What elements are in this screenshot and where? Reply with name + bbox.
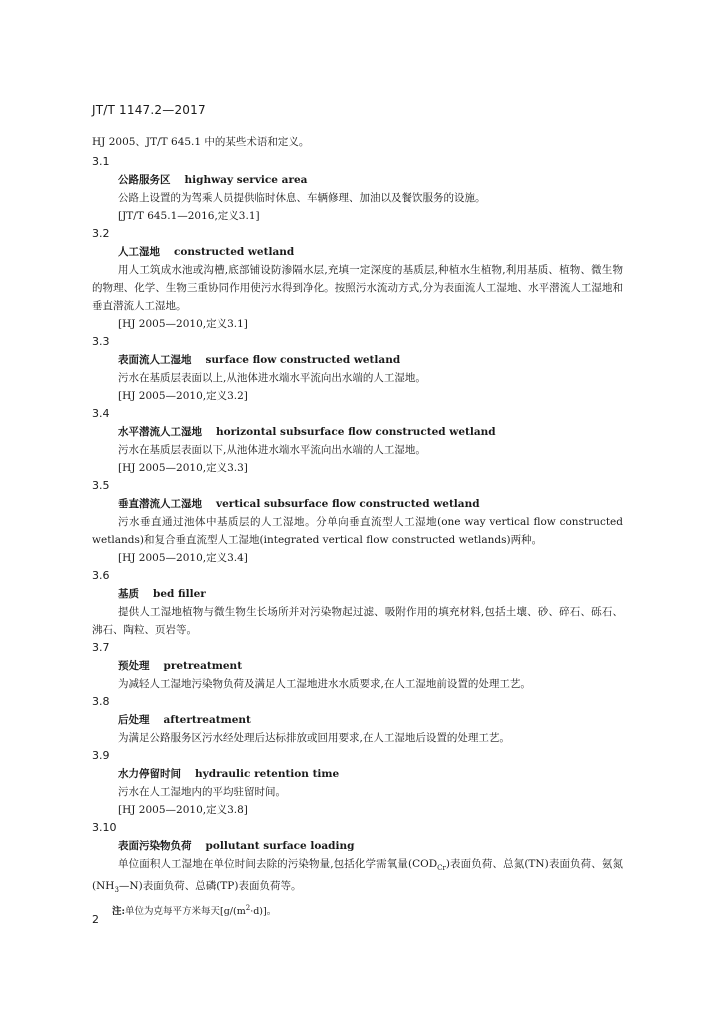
term-definition: 提供人工湿地植物与微生物生长场所并对污染物起过滤、吸附作用的填充材料,包括土壤、砂、碎石、砾石、沸石、陶粒、页岩等。 xyxy=(92,606,623,636)
term-definition: 公路上设置的为驾乘人员提供临时休息、车辆修理、加油以及餐饮服务的设施。 xyxy=(118,192,486,204)
term-number: 3.2 xyxy=(92,227,110,240)
term-en: vertical subsurface flow constructed wetland xyxy=(216,498,480,510)
term-title xyxy=(92,657,623,675)
subscript-cr: Cr xyxy=(437,864,446,873)
terms-section xyxy=(92,133,623,921)
term-number: 3.3 xyxy=(92,335,110,348)
term-title xyxy=(92,351,623,369)
term-number: 3.6 xyxy=(92,569,110,582)
term-definition: 污水垂直通过池体中基质层的人工湿地。分单向垂直流型人工湿地(one way vertical flow constructed wetlands)和复合垂直流型人工湿地(integrated vertical flow constructed wetlands)两种。 xyxy=(92,516,623,546)
superscript-2: 2 xyxy=(245,904,251,913)
term-definition: 污水在基质层表面以上,从池体进水端水平流向出水端的人工湿地。 xyxy=(118,372,426,384)
term-title xyxy=(92,423,623,441)
term-number: 3.7 xyxy=(92,641,110,654)
term-title xyxy=(92,243,623,261)
term-number: 3.4 xyxy=(92,407,110,420)
term-source: [HJ 2005—2010,定义3.1] xyxy=(118,318,248,330)
term-3-7 xyxy=(92,639,623,693)
term-number: 3.10 xyxy=(92,821,117,834)
note-text: 单位为克每平方米每天[g/(m xyxy=(125,906,246,918)
term-source: [HJ 2005—2010,定义3.4] xyxy=(118,552,248,564)
term-en: highway service area xyxy=(184,174,308,186)
definition-part: 单位面积人工湿地在单位时间去除的污染物量,包括化学需氧量(COD xyxy=(118,858,438,870)
term-source: [JT/T 645.1—2016,定义3.1] xyxy=(118,210,260,222)
definition-part: )表面负荷、总氮(TN)表面负荷、氨氮(NH xyxy=(92,858,624,893)
term-definition: 用人工筑成水池或沟槽,底部铺设防渗隔水层,充填一定深度的基质层,种植水生植物,利用基质、植物、微生物的物理、化学、生物三重协同作用使污水得到净化。按照污水流动方式,分为表面流人工湿地、水平潜流人工湿地和垂直潜流人工湿地。 xyxy=(92,264,623,312)
term-3-1 xyxy=(92,153,623,225)
term-zh: 基质 xyxy=(118,588,139,600)
unit-note xyxy=(92,899,623,921)
term-zh: 表面污染物负荷 xyxy=(118,840,192,852)
term-number: 3.9 xyxy=(92,749,110,762)
intro-text: HJ 2005、JT/T 645.1 中的某些术语和定义。 xyxy=(92,136,310,148)
note-tail: ·d)]。 xyxy=(250,906,277,918)
term-3-5 xyxy=(92,477,623,567)
term-3-8 xyxy=(92,693,623,747)
term-zh: 人工湿地 xyxy=(118,246,160,258)
term-source: [HJ 2005—2010,定义3.8] xyxy=(118,804,248,816)
term-en: surface flow constructed wetland xyxy=(205,354,401,366)
term-title xyxy=(92,765,623,783)
term-definition: 污水在人工湿地内的平均驻留时间。 xyxy=(118,786,286,798)
term-en: aftertreatment xyxy=(163,714,251,726)
term-definition xyxy=(92,855,623,899)
term-3-4 xyxy=(92,405,623,477)
term-3-10 xyxy=(92,819,623,921)
term-source: [HJ 2005—2010,定义3.2] xyxy=(118,390,248,402)
page-number: 2 xyxy=(92,913,99,926)
term-number: 3.5 xyxy=(92,479,110,492)
term-zh: 后处理 xyxy=(118,714,150,726)
term-3-9 xyxy=(92,747,623,819)
term-title xyxy=(92,171,623,189)
term-source: [HJ 2005—2010,定义3.3] xyxy=(118,462,248,474)
term-en: bed filler xyxy=(153,588,206,600)
subscript-3: 3 xyxy=(114,886,119,895)
term-number: 3.1 xyxy=(92,155,110,168)
term-definition: 为减轻人工湿地污染物负荷及满足人工湿地进水水质要求,在人工湿地前设置的处理工艺。 xyxy=(118,678,531,690)
term-3-3 xyxy=(92,333,623,405)
term-3-6 xyxy=(92,567,623,639)
term-zh: 垂直潜流人工湿地 xyxy=(118,498,202,510)
term-zh: 水力停留时间 xyxy=(118,768,181,780)
term-en: horizontal subsurface flow constructed wetland xyxy=(216,426,496,438)
term-title xyxy=(92,495,623,513)
term-zh: 表面流人工湿地 xyxy=(118,354,192,366)
term-number: 3.8 xyxy=(92,695,110,708)
definition-part: —N)表面负荷、总磷(TP)表面负荷等。 xyxy=(118,880,302,893)
term-definition: 为满足公路服务区污水经处理后达标排放或回用要求,在人工湿地后设置的处理工艺。 xyxy=(118,732,510,744)
term-title xyxy=(92,837,623,855)
term-zh: 公路服务区 xyxy=(118,174,171,186)
term-en: constructed wetland xyxy=(174,246,295,258)
term-en: hydraulic retention time xyxy=(195,768,340,780)
term-en: pollutant surface loading xyxy=(205,840,355,852)
note-label: 注: xyxy=(112,906,126,918)
term-title xyxy=(92,711,623,729)
term-definition: 污水在基质层表面以下,从池体进水端水平流向出水端的人工湿地。 xyxy=(118,444,426,456)
standard-code-header: JT/T 1147.2—2017 xyxy=(92,103,206,117)
term-title xyxy=(92,585,623,603)
term-zh: 预处理 xyxy=(118,660,150,672)
term-zh: 水平潜流人工湿地 xyxy=(118,426,202,438)
term-3-2 xyxy=(92,225,623,333)
term-en: pretreatment xyxy=(163,660,243,672)
